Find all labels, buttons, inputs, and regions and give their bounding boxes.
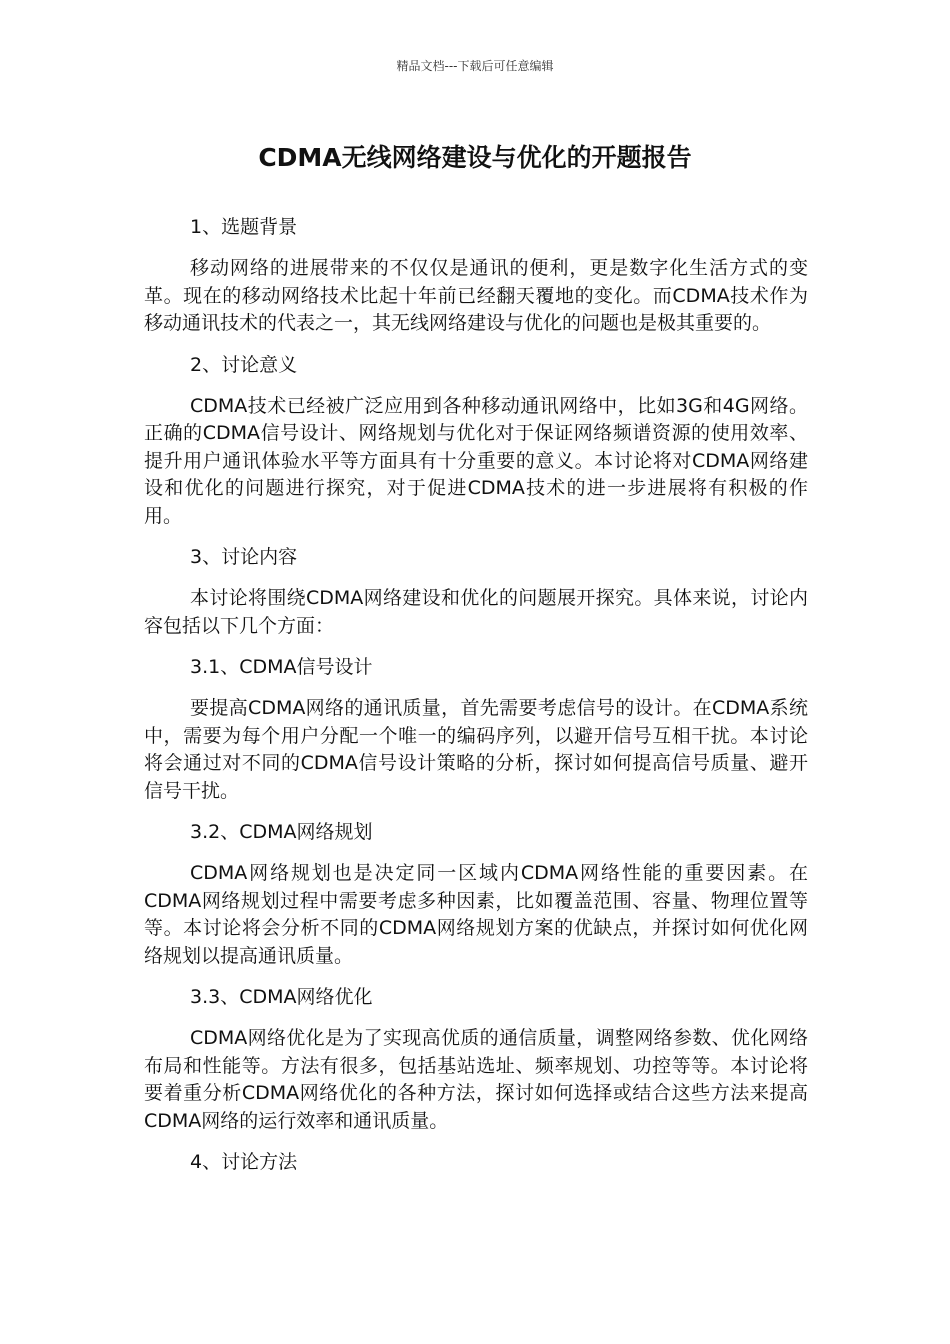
section-heading-network-planning: 3.2、CDMA网络规划 — [190, 821, 373, 843]
document-body — [144, 214, 808, 1190]
document-title: CDMA无线网络建设与优化的开题报告 — [258, 143, 692, 172]
section-heading-content: 3、讨论内容 — [190, 546, 298, 568]
section-heading-methods: 4、讨论方法 — [190, 1151, 298, 1173]
header-note: 精品文档---下载后可任意编辑 — [396, 59, 554, 73]
section-heading-significance: 2、讨论意义 — [190, 353, 298, 376]
section-paragraph-content: 本讨论将围绕CDMA网络建设和优化的问题展开探究。具体来说，讨论内容包括以下几个方面： — [144, 587, 808, 637]
section-heading-network-optimization: 3.3、CDMA网络优化 — [190, 986, 373, 1008]
section-paragraph-background: 移动网络的进展带来的不仅仅是通讯的便利，更是数字化生活方式的变革。现在的移动网络技术比起十年前已经翻天覆地的变化。而CDMA技术作为移动通讯技术的代表之一，其无线网络建设与优化的问题也是极其重要的。 — [144, 257, 808, 334]
section-heading-background: 1、选题背景 — [190, 216, 298, 238]
section-paragraph-network-planning: CDMA网络规划也是决定同一区域内CDMA网络性能的重要因素。在CDMA网络规划过程中需要考虑多种因素，比如覆盖范围、容量、物理位置等等。本讨论将会分析不同的CDMA网络规划方案的优缺点，并探讨如何优化网络规划以提高通讯质量。 — [144, 862, 808, 967]
section-paragraph-signal-design: 要提高CDMA网络的通讯质量，首先需要考虑信号的设计。在CDMA系统中，需要为每个用户分配一个唯一的编码序列，以避开信号互相干扰。本讨论将会通过对不同的CDMA信号设计策略的分析，探讨如何提高信号质量、避开信号干扰。 — [144, 697, 808, 802]
section-paragraph-significance: CDMA技术已经被广泛应用到各种移动通讯网络中，比如3G和4G网络。正确的CDMA信号设计、网络规划与优化对于保证网络频谱资源的使用效率、提升用户通讯体验水平等方面具有十分重要的意义。本讨论将对CDMA网络建设和优化的问题进行探究，对于促进CDMA技术的进一步进展将有积极的作用。 — [144, 394, 808, 527]
section-heading-signal-design: 3.1、CDMA信号设计 — [190, 656, 373, 678]
section-paragraph-network-optimization: CDMA网络优化是为了实现高优质的通信质量，调整网络参数、优化网络布局和性能等。方法有很多，包括基站选址、频率规划、功控等等。本讨论将要着重分析CDMA网络优化的各种方法，探讨如何选择或结合这些方法来提高CDMA网络的运行效率和通讯质量。 — [144, 1027, 808, 1132]
